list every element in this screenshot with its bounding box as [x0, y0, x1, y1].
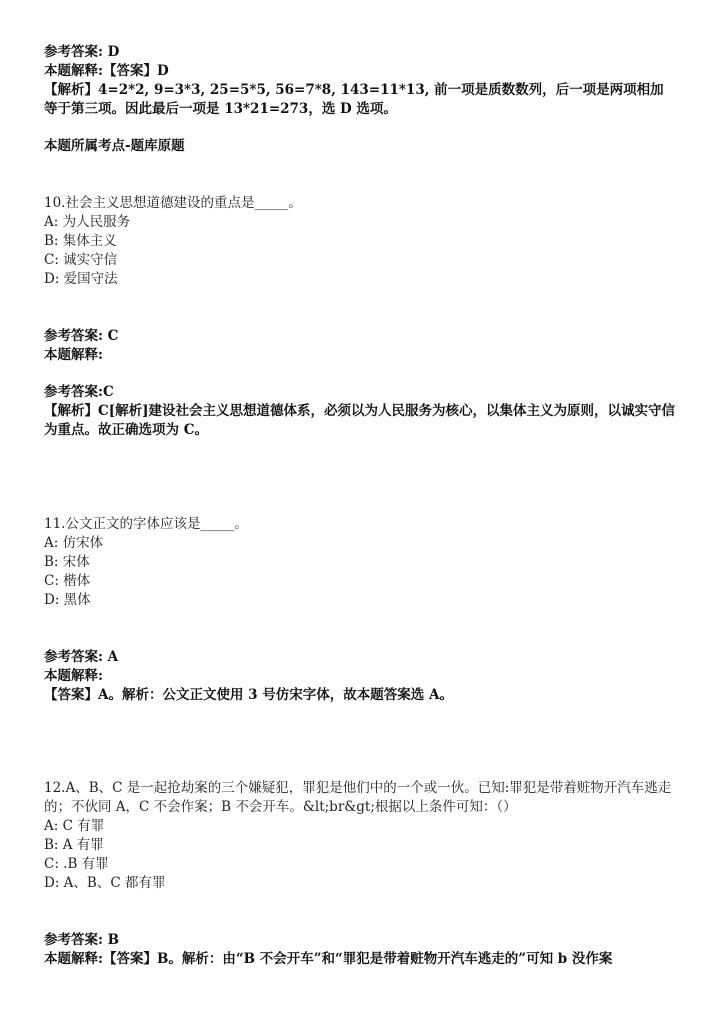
q9-answer: 参考答案: D [44, 44, 120, 60]
q11-option-c: C: 楷体 [44, 573, 91, 589]
q12-explanation: 本题解释:【答案】B。解析：由“B 不会开车”和“罪犯是带着赃物开汽车逃走的”可知 b 没作案 [44, 951, 613, 967]
q11-option-d: D: 黑体 [44, 592, 91, 608]
q10-stem: 10.社会主义思想道德建设的重点是_____。 [44, 195, 302, 211]
q10-explanation-label: 本题解释: [44, 347, 103, 363]
q12-option-b: B: A 有罪 [44, 837, 104, 853]
q12-option-d: D: A、B、C 都有罪 [44, 875, 166, 891]
q11-explanation-label: 本题解释: [44, 668, 103, 684]
q9-analysis: 【解析】4=2*2, 9=3*3, 25=5*5, 56=7*8, 143=11*13, 前一项是质数数列，后一项是两项相加等于第三项。因此最后一项是 13*21=273，选 D 选项。 [44, 82, 664, 117]
q10-option-d: D: 爱国守法 [44, 271, 118, 287]
q10-option-b: B: 集体主义 [44, 233, 117, 249]
q10-option-c: C: 诚实守信 [44, 252, 118, 268]
q10-answer-repeat: 参考答案:C [44, 384, 114, 400]
q11-analysis: 【答案】A。解析：公文正文使用 3 号仿宋字体，故本题答案选 A。 [44, 687, 453, 703]
q12-stem: 12.A、B、C 是一起抢劫案的三个嫌疑犯，罪犯是他们中的一个或一伙。已知:罪犯是带着赃物开汽车逃走的；不伙同 A，C 不会作案；B 不会开车。&lt;br&gt;根据以上条件可知：（） [44, 780, 672, 815]
q11-option-b: B: 宋体 [44, 554, 90, 570]
q9-source: 本题所属考点-题库原题 [44, 138, 185, 154]
q10-option-a: A: 为人民服务 [44, 214, 131, 230]
q10-answer: 参考答案: C [44, 328, 119, 344]
q12-option-c: C: .B 有罪 [44, 856, 109, 872]
q11-option-a: A: 仿宋体 [44, 535, 104, 551]
q10-analysis: 【解析】C[解析]建设社会主义思想道德体系，必须以为人民服务为核心，以集体主义为原则，以诚实守信为重点。故正确选项为 C。 [44, 403, 676, 438]
q12-answer: 参考答案: B [44, 932, 120, 948]
q9-explanation-label: 本题解释:【答案】D [44, 63, 169, 79]
q11-answer: 参考答案: A [44, 649, 119, 665]
q12-option-a: A: C 有罪 [44, 818, 105, 834]
q11-stem: 11.公文正文的字体应该是_____。 [44, 516, 248, 532]
